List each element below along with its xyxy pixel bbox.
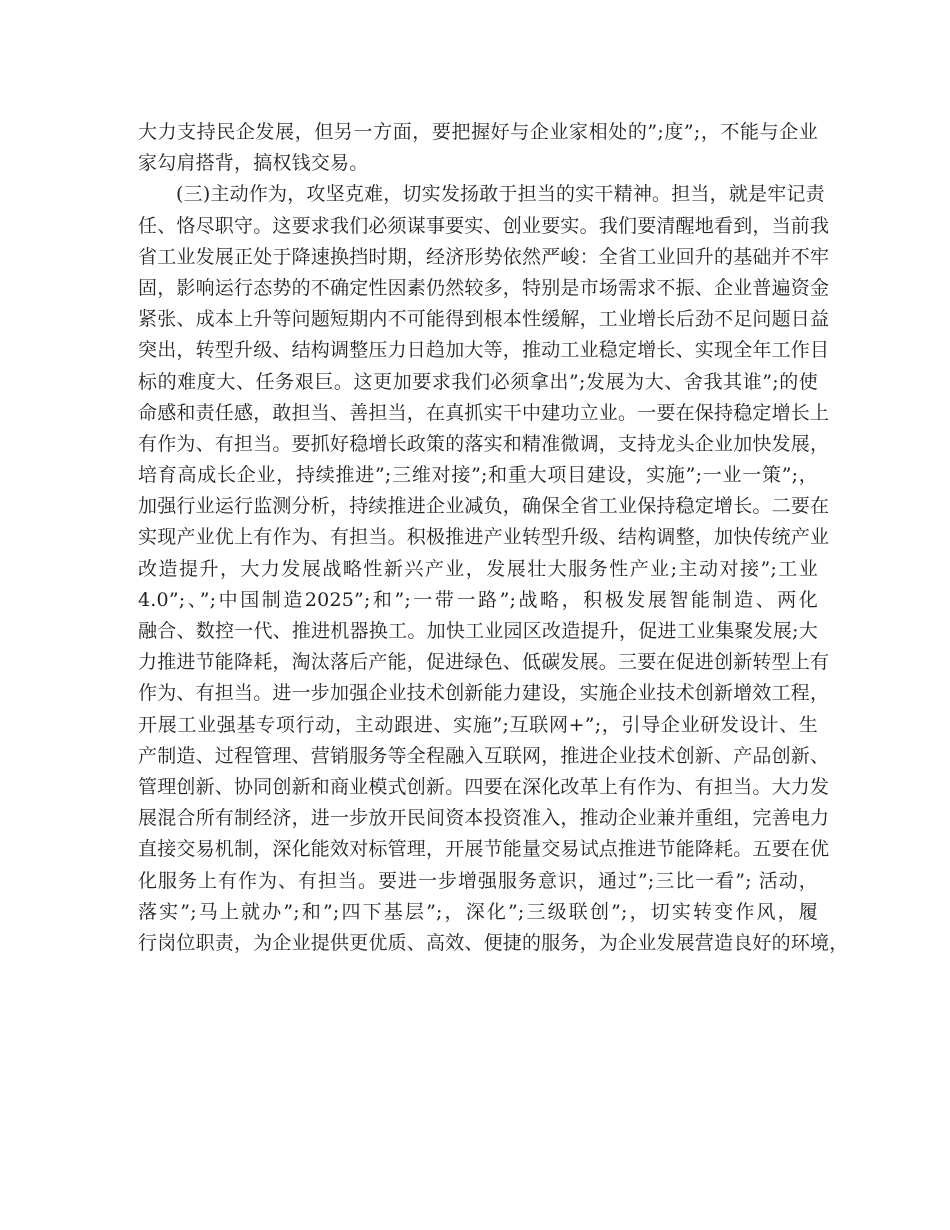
text-line: 省工业发展正处于降速换挡时期，经济形势依然严峻：全省工业回升的基础并不牢 xyxy=(138,245,830,268)
text-line: 直接交易机制，深化能效对标管理，开展节能量交易试点推进节能降耗。五要在优 xyxy=(138,838,830,861)
text-line: 紧张、成本上升等问题短期内不可能得到根本性缓解，工业增长后劲不足问题日益 xyxy=(138,308,830,331)
text-line: 改造提升，大力发展战略性新兴产业，发展壮大服务性产业;主动对接”;工业 xyxy=(138,557,818,580)
text-line: 标的难度大、任务艰巨。这更加要求我们必须拿出”;发展为大、舍我其谁”;的使 xyxy=(138,370,818,393)
text-line: 落实”;马上就办”;和”;四下基层”;，深化”;三级联创”;，切实转变作风，履 xyxy=(138,900,818,923)
text-line: 命感和责任感，敢担当、善担当，在真抓实干中建功立业。一要在保持稳定增长上 xyxy=(138,401,830,424)
paragraph-start-line: (三)主动作为，攻坚克难，切实发扬敢于担当的实干精神。担当，就是牢记责 xyxy=(176,183,825,206)
text-line: 任、恪尽职守。这要求我们必须谋事要实、创业要实。我们要清醒地看到，当前我 xyxy=(138,214,830,237)
text-line: 加强行业运行监测分析，持续推进企业减负，确保全省工业保持稳定增长。二要在 xyxy=(138,495,830,518)
text-line: 大力支持民企发展，但另一方面，要把握好与企业家相处的”;度”;，不能与企业 xyxy=(138,121,818,143)
text-line: 开展工业强基专项行动，主动跟进、实施”;互联网+”;，引导企业研发设计、生 xyxy=(138,713,818,736)
text-line: 行岗位职责，为企业提供更优质、高效、便捷的服务，为企业发展营造良好的环境， xyxy=(138,931,849,954)
text-line: 作为、有担当。进一步加强企业技术创新能力建设，实施企业技术创新增效工程， xyxy=(138,682,830,705)
text-line: 展混合所有制经济，进一步放开民间资本投资准入，推动企业兼并重组，完善电力 xyxy=(138,807,830,830)
text-line: 4.0”;、”;中国制造2025”;和”;一带一路”;战略，积极发展智能制造、两化 xyxy=(138,588,818,611)
text-line: 融合、数控一代、推进机器换工。加快工业园区改造提升，促进工业集聚发展;大 xyxy=(138,620,818,642)
text-line: 突出，转型升级、结构调整压力日趋加大等，推动工业稳定增长、实现全年工作目 xyxy=(138,339,830,362)
text-line: 化服务上有作为、有担当。要进一步增强服务意识，通过”;三比一看”; 活动， xyxy=(138,869,818,892)
text-line: 力推进节能降耗，淘汰落后产能，促进绿色、低碳发展。三要在促进创新转型上有 xyxy=(138,651,830,674)
text-line: 家勾肩搭背，搞权钱交易。 xyxy=(138,152,369,175)
text-line: 固，影响运行态势的不确定性因素仍然较多，特别是市场需求不振、企业普遍资金 xyxy=(138,276,830,299)
text-line: 培育高成长企业，持续推进”;三维对接”;和重大项目建设，实施”;一业一策”;， xyxy=(138,464,818,487)
text-line: 实现产业优上有作为、有担当。积极推进产业转型升级、结构调整，加快传统产业 xyxy=(138,526,830,549)
text-line: 有作为、有担当。要抓好稳增长政策的落实和精准微调，支持龙头企业加快发展， xyxy=(138,432,830,455)
text-line: 管理创新、协同创新和商业模式创新。四要在深化改革上有作为、有担当。大力发 xyxy=(138,775,830,798)
body-text xyxy=(138,117,849,959)
text-line: 产制造、过程管理、营销服务等全程融入互联网，推进企业技术创新、产品创新、 xyxy=(138,744,830,767)
